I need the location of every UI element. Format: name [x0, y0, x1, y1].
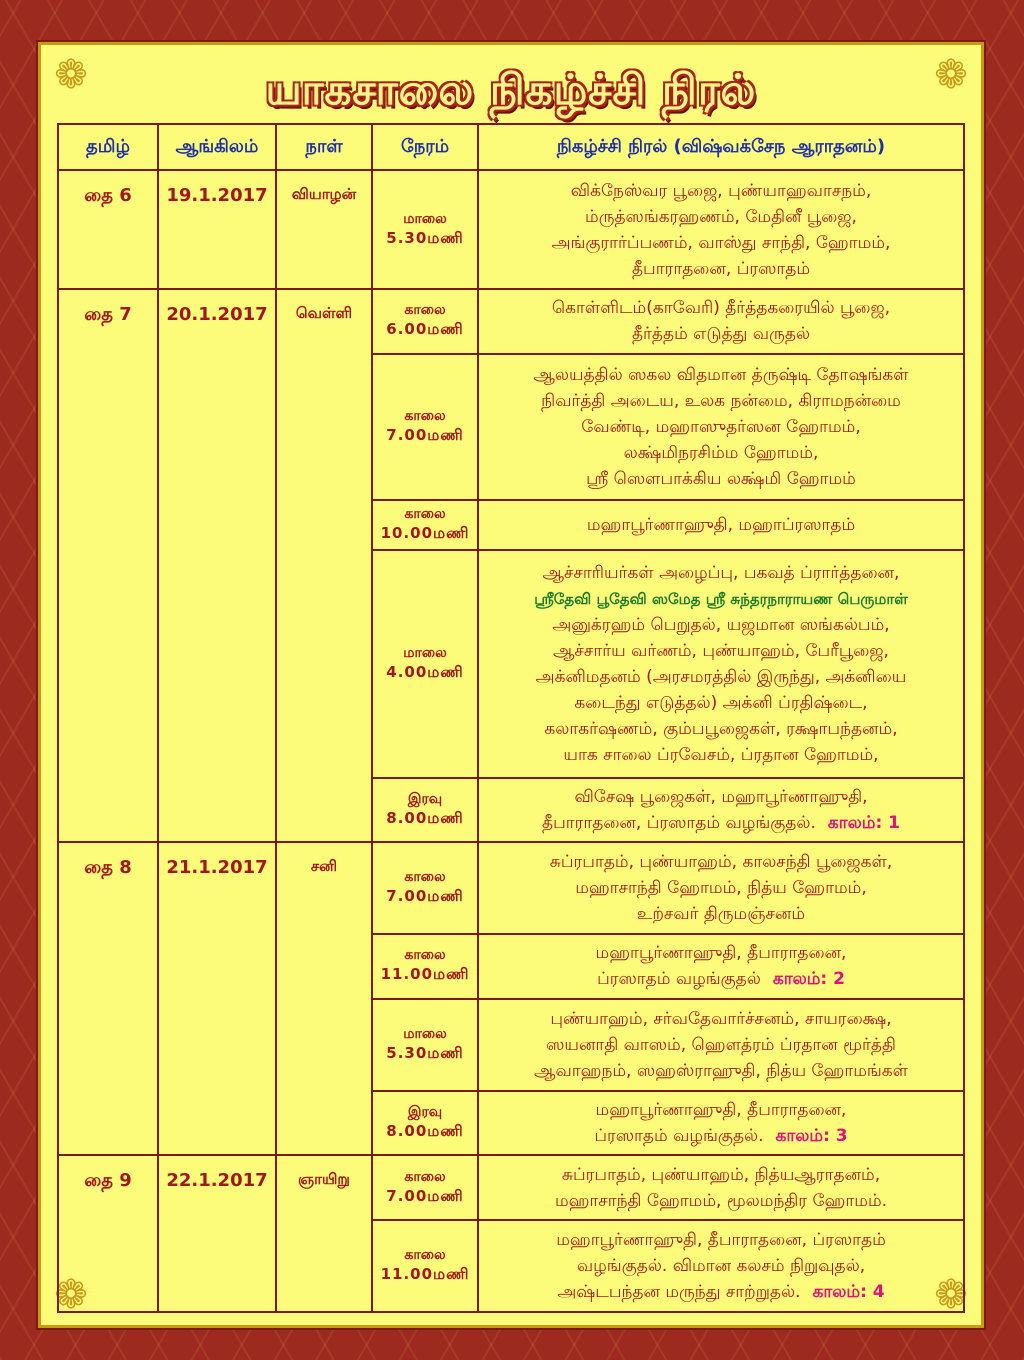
program-line: கொள்ளிடம்(காவேரி) தீர்த்தகரையில் பூஜை,: [551, 298, 891, 319]
time-cell: [372, 1155, 478, 1220]
program-cell: [478, 170, 964, 289]
program-line: விசேஷ பூஜைகள், மஹாபூர்ணாஹுதி,: [574, 786, 868, 807]
program-line: விக்நேஸ்வர பூஜை, புண்யாஹவாசநம்,: [570, 180, 872, 201]
program-cell: [478, 778, 964, 843]
program-line: ப்ரஸாதம் வழங்குதல்.: [594, 1126, 764, 1147]
corner-ornament-icon: ❁: [934, 1272, 968, 1318]
time-cell: [372, 550, 478, 778]
header-time: நேரம்: [372, 124, 478, 170]
time-period: காலை: [404, 947, 446, 964]
program-line: ஆச்சார்ய வர்ணம், புண்யாஹம், பேரீபூஜை,: [553, 640, 889, 661]
english-date-cell: 20.1.2017: [158, 289, 276, 842]
program-line: மஹாசாந்தி ஹோமம், நித்ய ஹோமம்,: [575, 878, 867, 899]
program-cell: [478, 999, 964, 1091]
english-date-cell: 22.1.2017: [158, 1155, 276, 1312]
table-row: [58, 1155, 964, 1220]
corner-ornament-icon: ❁: [54, 1272, 88, 1318]
time-clock: 8.00மணி: [386, 1122, 464, 1141]
program-line-with-kalam: [483, 1123, 959, 1149]
program-line: மஹாபூர்ணாஹுதி, தீபாராதனை, ப்ரஸாதம்: [556, 1230, 886, 1251]
day-cell: வியாழன்: [276, 170, 372, 289]
program-line: புண்யாஹம், சர்வதேவார்ச்சனம், சாயரக்ஷை,: [550, 1008, 892, 1029]
program-line: கலாகர்ஷணம், கும்பபூஜைகள், ரக்ஷாபந்தனம்,: [544, 718, 898, 739]
program-line-with-kalam: [483, 810, 959, 836]
program-cell: [478, 934, 964, 999]
tamil-date-cell: தை 7: [58, 289, 158, 842]
kalam-label: காலம்: 3: [775, 1126, 848, 1147]
time-clock: 5.30மணி: [386, 228, 464, 247]
time-period: மாலை: [403, 1025, 447, 1042]
program-line: ஆலயத்தில் ஸகல விதமான த்ருஷ்டி தோஷங்கள்: [533, 364, 909, 385]
time-period: இரவு: [407, 1104, 443, 1121]
program-line: சுப்ரபாதம், புண்யாஹம், காலசந்தி பூஜைகள்,: [549, 852, 893, 873]
program-line: மஹாசாந்தி ஹோமம், மூலமந்திர ஹோமம்.: [554, 1190, 888, 1211]
deity-line: ஸ்ரீதேவி பூதேவி ஸமேத ஸ்ரீ சுந்தரநாராயண பெருமாள்: [534, 589, 908, 608]
page-title: யாகசாலை நிகழ்ச்சி நிரல்: [265, 65, 757, 114]
time-period: காலை: [404, 407, 446, 424]
time-cell: [372, 778, 478, 843]
program-cell: [478, 1220, 964, 1312]
program-cell: [478, 550, 964, 778]
kalam-label: காலம்: 1: [827, 812, 900, 833]
time-clock: 8.00மணி: [386, 808, 464, 827]
time-period: காலை: [404, 1168, 446, 1185]
day-cell: வெள்ளி: [276, 289, 372, 842]
time-period: காலை: [404, 869, 446, 886]
program-line: வழங்குதல். விமான கலசம் நிறுவுதல்,: [576, 1256, 866, 1277]
day-cell: ஞாயிறு: [276, 1155, 372, 1312]
time-clock: 7.00மணி: [386, 887, 464, 906]
time-clock: 11.00மணி: [380, 965, 470, 984]
time-cell: [372, 934, 478, 999]
time-period: மாலை: [403, 210, 447, 227]
english-date-cell: 21.1.2017: [158, 842, 276, 1155]
program-line: ஸ்ரீ ஸௌபாக்கிய லக்ஷ்மி ஹோமம்: [586, 468, 856, 489]
table-row: [58, 289, 964, 354]
program-line: அங்குரார்ப்பணம், வாஸ்து சாந்தி, ஹோமம்,: [551, 232, 891, 253]
program-line: உற்சவர் திருமஞ்சனம்: [636, 904, 806, 925]
program-line: அக்னிமதனம் (அரசமரத்தில் இருந்து, அக்னியை: [535, 666, 907, 687]
corner-ornament-icon: ❁: [934, 52, 968, 98]
program-cell: [478, 1155, 964, 1220]
program-line: தீர்த்தம் எடுத்து வருதல்: [631, 324, 811, 345]
program-line: ஆவாஹநம், ஸஹஸ்ராஹுதி, நித்ய ஹோமங்கள்: [533, 1060, 908, 1081]
time-cell: [372, 842, 478, 934]
english-date-cell: 19.1.2017: [158, 170, 276, 289]
tamil-date-cell: தை 8: [58, 842, 158, 1155]
table-row: [58, 170, 964, 289]
program-line: அஷ்டபந்தன மருந்து சாற்றுதல்.: [557, 1282, 801, 1303]
program-line: நிவர்த்தி அடைய, உலக நன்மை, கிராமநன்மை: [541, 390, 901, 411]
program-line: மஹாபூர்ணாஹுதி, மஹாப்ரஸாதம்: [586, 514, 856, 535]
program-cell: [478, 842, 964, 934]
program-line: யாக சாலை ப்ரவேசம், ப்ரதான ஹோமம்,: [563, 744, 879, 765]
time-cell: [372, 170, 478, 289]
header-tamil: தமிழ்: [58, 124, 158, 170]
time-clock: 10.00மணி: [380, 523, 470, 542]
header-english: ஆங்கிலம்: [158, 124, 276, 170]
header-day: நாள்: [276, 124, 372, 170]
time-cell: [372, 354, 478, 500]
program-line: சுப்ரபாதம், புண்யாஹம், நித்யஆராதனம்,: [561, 1164, 881, 1185]
program-line: ஸயனாதி வாஸம், ஹௌத்ரம் ப்ரதான மூர்த்தி: [546, 1034, 896, 1055]
time-cell: [372, 289, 478, 354]
tamil-date-cell: தை 6: [58, 170, 158, 289]
time-period: காலை: [404, 302, 446, 319]
program-line: ஆச்சாரியர்கள் அழைப்பு, பகவத் ப்ரார்த்தனை,: [542, 562, 900, 583]
schedule-panel: [38, 42, 984, 1328]
program-cell: [478, 354, 964, 500]
time-clock: 11.00மணி: [380, 1265, 470, 1284]
program-line-with-kalam: [483, 1279, 959, 1305]
time-period: இரவு: [407, 790, 443, 807]
program-cell: [478, 1091, 964, 1156]
program-cell: [478, 500, 964, 550]
time-clock: 6.00மணி: [386, 320, 464, 339]
time-period: காலை: [404, 1247, 446, 1264]
schedule-table: [57, 123, 965, 1313]
program-line: மஹாபூர்ணாஹுதி, தீபாராதனை,: [595, 1100, 847, 1121]
time-cell: [372, 1220, 478, 1312]
program-line: கடைந்து எடுத்தல்) அக்னி ப்ரதிஷ்டை,: [574, 692, 868, 713]
program-cell: [478, 289, 964, 354]
kalam-label: காலம்: 4: [812, 1282, 885, 1303]
time-cell: [372, 999, 478, 1091]
corner-ornament-icon: ❁: [54, 52, 88, 98]
time-clock: 5.30மணி: [386, 1043, 464, 1062]
time-cell: [372, 500, 478, 550]
time-period: காலை: [404, 505, 446, 522]
program-line-with-kalam: [483, 966, 959, 992]
header-program: நிகழ்ச்சி நிரல் (விஷ்வக்சேந ஆராதனம்): [478, 124, 964, 170]
program-line: லக்ஷ்மிநரசிம்ம ஹோமம்,: [623, 442, 819, 463]
program-line: ம்ருத்ஸங்கரஹணம், மேதினீ பூஜை,: [585, 206, 857, 227]
program-line: அனுக்ரஹம் பெறுதல், யஜமான ஸங்கல்பம்,: [552, 614, 890, 635]
kalam-label: காலம்: 2: [772, 969, 845, 990]
schedule-body: [58, 170, 964, 1312]
day-cell: சனி: [276, 842, 372, 1155]
time-clock: 4.00மணி: [386, 662, 464, 681]
program-line: தீபாராதனை, ப்ரஸாதம் வழங்குதல்.: [542, 812, 816, 833]
program-line: மஹாபூர்ணாஹுதி, தீபாராதனை,: [595, 943, 847, 964]
program-line: வேண்டி, மஹாஸுதர்ஸன ஹோமம்,: [581, 416, 861, 437]
tamil-date-cell: தை 9: [58, 1155, 158, 1312]
time-period: மாலை: [403, 644, 447, 661]
time-cell: [372, 1091, 478, 1156]
program-line: ப்ரஸாதம் வழங்குதல்: [597, 969, 761, 990]
table-row: [58, 842, 964, 934]
time-clock: 7.00மணி: [386, 425, 464, 444]
time-clock: 7.00மணி: [386, 1186, 464, 1205]
header-row: [58, 124, 964, 170]
program-line: தீபாராதனை, ப்ரஸாதம்: [631, 258, 811, 279]
